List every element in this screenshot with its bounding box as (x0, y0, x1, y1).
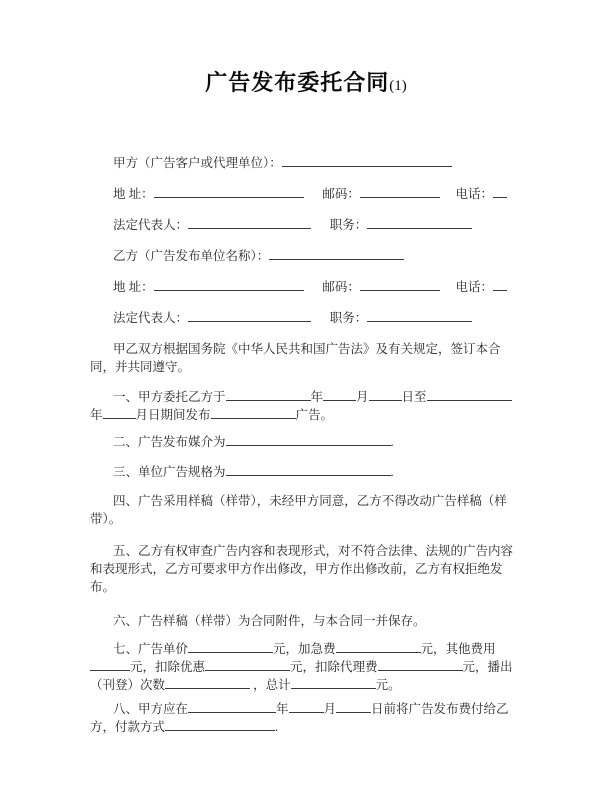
text-run: 元，播出（刊登）次数 (90, 660, 513, 692)
blank-fill-in-line (367, 216, 472, 229)
text-run: 八、甲方应在 (113, 702, 189, 716)
text-run: 年 (90, 408, 103, 422)
text-run: 电话： (439, 280, 494, 294)
paragraph-item-3 (90, 463, 522, 481)
text-run: 元。 (375, 678, 401, 692)
text-run: 职务： (311, 311, 368, 325)
blank-fill-in-line (103, 406, 136, 419)
blank-fill-in-line (165, 718, 275, 731)
paragraph-item-8 (90, 700, 522, 736)
text-run: . (390, 435, 394, 449)
blank-fill-in-line (211, 406, 296, 419)
page-title-suffix: (1) (389, 78, 407, 94)
blank-fill-in-line (360, 185, 440, 198)
paragraph-item-5 (90, 542, 522, 596)
document-body (90, 154, 522, 736)
paragraph-item-6 (90, 612, 522, 630)
blank-fill-in-line (369, 388, 402, 401)
blank-fill-in-line (188, 700, 276, 713)
text-run: 年 (310, 390, 324, 404)
blank-fill-in-line (165, 676, 250, 689)
blank-fill-in-line (323, 388, 356, 401)
text-run: . (390, 465, 394, 479)
text-run: 四、广告采用样稿（样带），未经甲方同意，乙方不得改动广告样稿（样带）。 (90, 494, 507, 526)
text-run: 地 址： (113, 187, 154, 201)
text-run: 元，扣除优惠 (130, 660, 206, 674)
blank-fill-in-line (291, 676, 376, 689)
blank-fill-in-line (493, 278, 507, 291)
text-run: 元，加急费 (273, 642, 336, 656)
text-run: 法定代表人： (113, 311, 189, 325)
blank-fill-in-line (269, 247, 404, 260)
text-run: 广告。 (295, 408, 334, 422)
field-row-party-a-name (90, 154, 522, 172)
blank-fill-in-line (90, 658, 130, 671)
field-row-party-b-name (90, 247, 522, 265)
text-run: . (275, 720, 279, 734)
text-run: 甲乙双方根据国务院《中华人民共和国广告法》及有关规定，签订本合同，并共同遵守。 (90, 342, 501, 374)
paragraph-item-2 (90, 433, 522, 451)
blank-fill-in-line (205, 658, 290, 671)
text-run: 六、广告样稿（样带）为合同附件，与本合同一并保存。 (113, 614, 426, 628)
text-run: 年 (276, 702, 289, 716)
text-run: 七、广告单价 (113, 642, 189, 656)
text-run: 月 (356, 390, 369, 404)
blank-fill-in-line (378, 658, 463, 671)
page-title-main: 广告发布委托合同 (205, 70, 390, 95)
text-run: 甲方（广告客户或代理单位）： (113, 156, 282, 170)
text-run: 职务： (311, 218, 368, 232)
text-run: 电话： (439, 187, 494, 201)
text-run: 日至 (401, 390, 427, 404)
blank-fill-in-line (188, 309, 311, 322)
blank-fill-in-line (367, 309, 472, 322)
blank-fill-in-line (154, 185, 304, 198)
field-row-party-b-contact (90, 278, 522, 296)
field-row-party-b-rep (90, 309, 522, 327)
blank-fill-in-line (188, 216, 311, 229)
text-run: 邮码： (303, 280, 360, 294)
text-run: 法定代表人： (113, 218, 189, 232)
blank-fill-in-line (226, 388, 311, 401)
blank-fill-in-line (427, 388, 512, 401)
text-run: 日前将广告发布费付给乙方，付款方式 (90, 702, 509, 734)
blank-fill-in-line (226, 433, 391, 446)
text-run: 月 (323, 702, 337, 716)
text-run: 元，其他费用 (420, 642, 496, 656)
text-run: 月日期间发布 (135, 408, 211, 422)
blank-fill-in-line (336, 640, 421, 653)
text-run: 邮码： (303, 187, 360, 201)
text-run: ，总计 (250, 678, 291, 692)
blank-fill-in-line (282, 154, 452, 167)
field-row-party-a-contact (90, 185, 522, 203)
blank-fill-in-line (154, 278, 304, 291)
blank-fill-in-line (360, 278, 440, 291)
paragraph-preamble (90, 340, 522, 376)
text-run: 地 址： (113, 280, 154, 294)
page-title (0, 68, 612, 101)
field-row-party-a-rep (90, 216, 522, 234)
text-run: 乙方（广告发布单位名称）： (113, 249, 270, 263)
text-run: 一、甲方委托乙方于 (113, 390, 226, 404)
text-run: 元，扣除代理费 (290, 660, 378, 674)
text-run: 五、乙方有权审查广告内容和表现形式，对不符合法律、法规的广告内容和表现形式，乙方可要求甲方作出修改，甲方作出修改前，乙方有权拒绝发布。 (90, 544, 514, 594)
paragraph-item-4 (90, 492, 522, 528)
blank-fill-in-line (336, 700, 371, 713)
blank-fill-in-line (493, 185, 507, 198)
paragraph-item-7 (90, 640, 522, 694)
text-run: 二、广告发布媒介为 (113, 435, 226, 449)
text-run: 三、单位广告规格为 (113, 465, 226, 479)
paragraph-item-1 (90, 388, 522, 424)
blank-fill-in-line (188, 640, 273, 653)
blank-fill-in-line (226, 463, 391, 476)
blank-fill-in-line (289, 700, 324, 713)
